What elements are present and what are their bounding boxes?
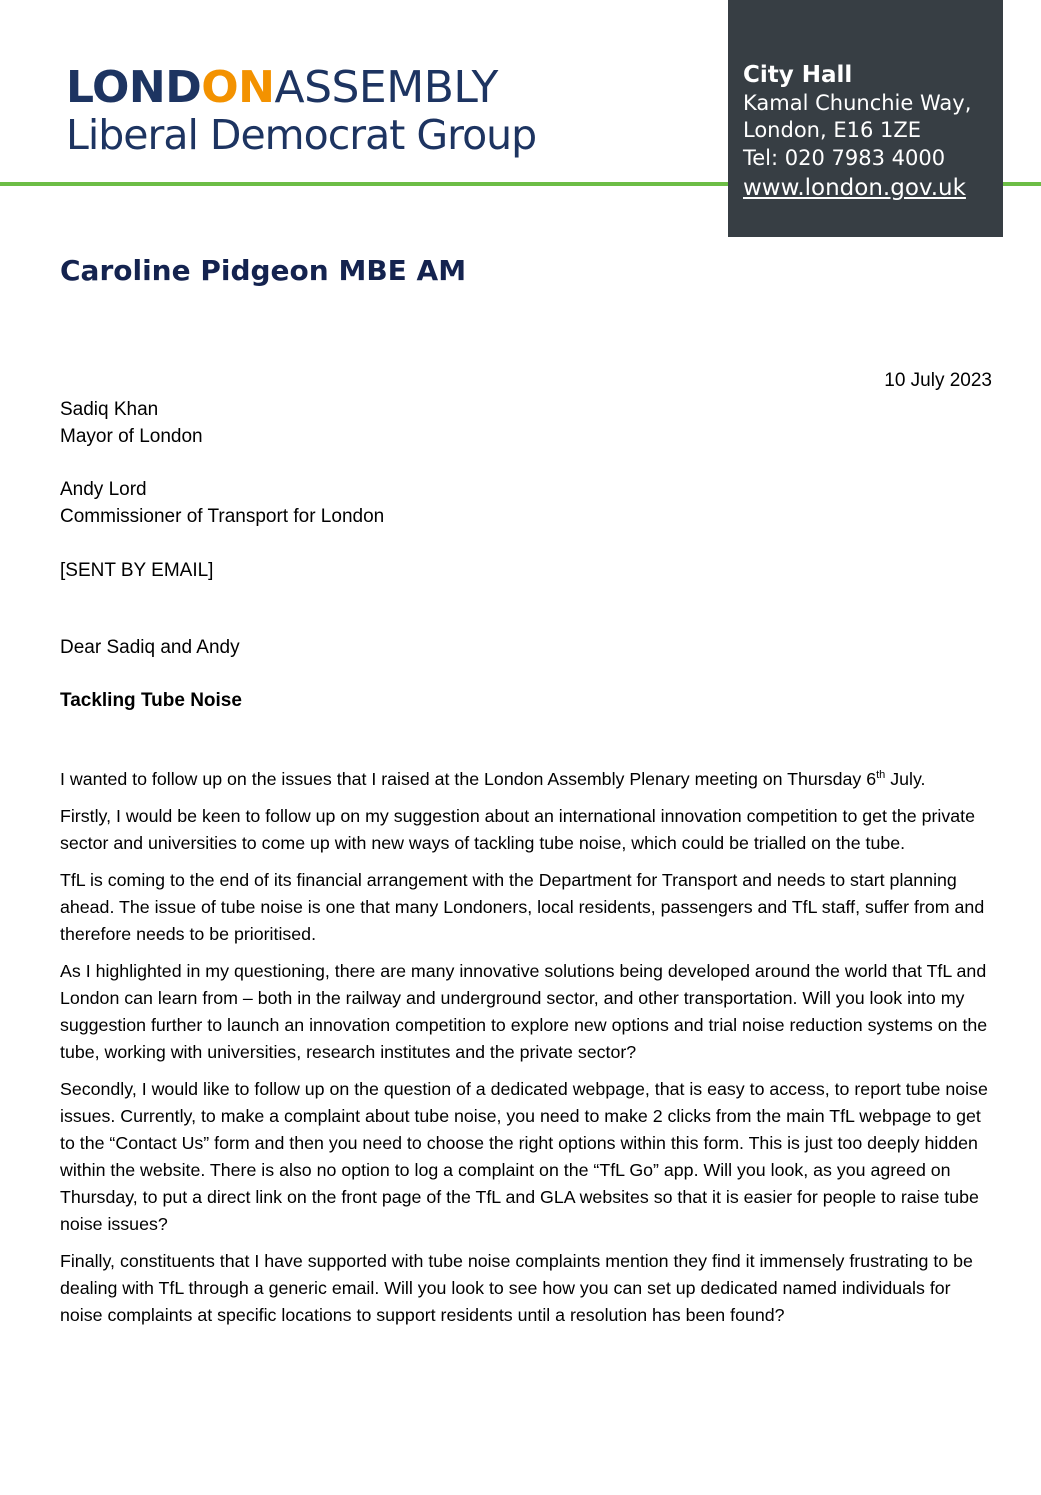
recipient-block (60, 396, 203, 450)
recipient-title: Mayor of London (60, 426, 203, 447)
website-link[interactable]: www.london.gov.uk (743, 175, 966, 201)
paragraph: I wanted to follow up on the issues that I raised at the London Assembly Plenary meeting on Thursday 6th July. (60, 769, 926, 789)
logo-group-name: Liberal Democrat Group (66, 111, 537, 159)
author-name: Caroline Pidgeon MBE AM (60, 254, 467, 287)
logo-word-lond: LOND (66, 62, 202, 113)
greeting: Dear Sadiq and Andy (60, 637, 240, 658)
recipient-block (60, 476, 384, 530)
subject-heading: Tackling Tube Noise (60, 690, 242, 711)
recipient-name: Sadiq Khan (60, 399, 159, 420)
logo-word-on: ON (201, 62, 275, 113)
london-assembly-logo (66, 64, 536, 158)
ordinal-suffix: th (876, 769, 886, 782)
logo-wordmark (66, 64, 536, 112)
recipient-name: Andy Lord (60, 479, 147, 500)
recipient-title: Commissioner of Transport for London (60, 506, 385, 527)
paragraph: Secondly, I would like to follow up on the question of a dedicated webpage, that is easy to access, to report tube noise issues. Currently, to make a complaint about tube noise, you need to make 2 clicks from the main TfL webpage to get to the “Contact Us” form and then you need to choose the right options within this form. This is just too deeply hidden within the website. There is also no option to log a complaint on the “TfL Go” app. Will you look, as you agreed on Thursday, to put a direct link on the front page of the TfL and GLA websites so that it is easier for people to raise tube noise issues? (60, 1079, 988, 1234)
address-panel (728, 0, 1003, 237)
address-building: City Hall (743, 62, 853, 88)
address-street: Kamal Chunchie Way, (743, 90, 972, 115)
paragraph: TfL is coming to the end of its financial arrangement with the Department for Transport and needs to start planning ahead. The issue of tube noise is one that many Londoners, local residents, passengers and TfL staff, suffer from and therefore needs to be prioritised. (60, 870, 985, 944)
letter-body (60, 766, 990, 1339)
paragraph: Firstly, I would be keen to follow up on my suggestion about an international innovation competition to get the private sector and universities to come up with new ways of tackling tube noise, which could be trialled on the tube. (60, 806, 975, 853)
sent-note: [SENT BY EMAIL] (60, 560, 214, 581)
paragraph: Finally, constituents that I have supported with tube noise complaints mention they find it immensely frustrating to be dealing with TfL through a generic email. Will you look to see how you can set up dedicated named individuals for noise complaints at specific locations to support residents until a resolution has been found? (60, 1251, 973, 1325)
address-city: London, E16 1ZE (743, 118, 922, 142)
paragraph: As I highlighted in my questioning, there are many innovative solutions being developed around the world that TfL and London can learn from – both in the railway and underground sector, and other transportation. Will you look into my suggestion further to launch an innovation competition to explore new options and trial noise reduction systems on the tube, working with universities, research institutes and the private sector? (60, 961, 988, 1062)
address-tel: Tel: 020 7983 4000 (743, 145, 946, 170)
logo-word-assembly: ASSEMBLY (274, 62, 498, 113)
letter-date: 10 July 2023 (884, 370, 992, 391)
